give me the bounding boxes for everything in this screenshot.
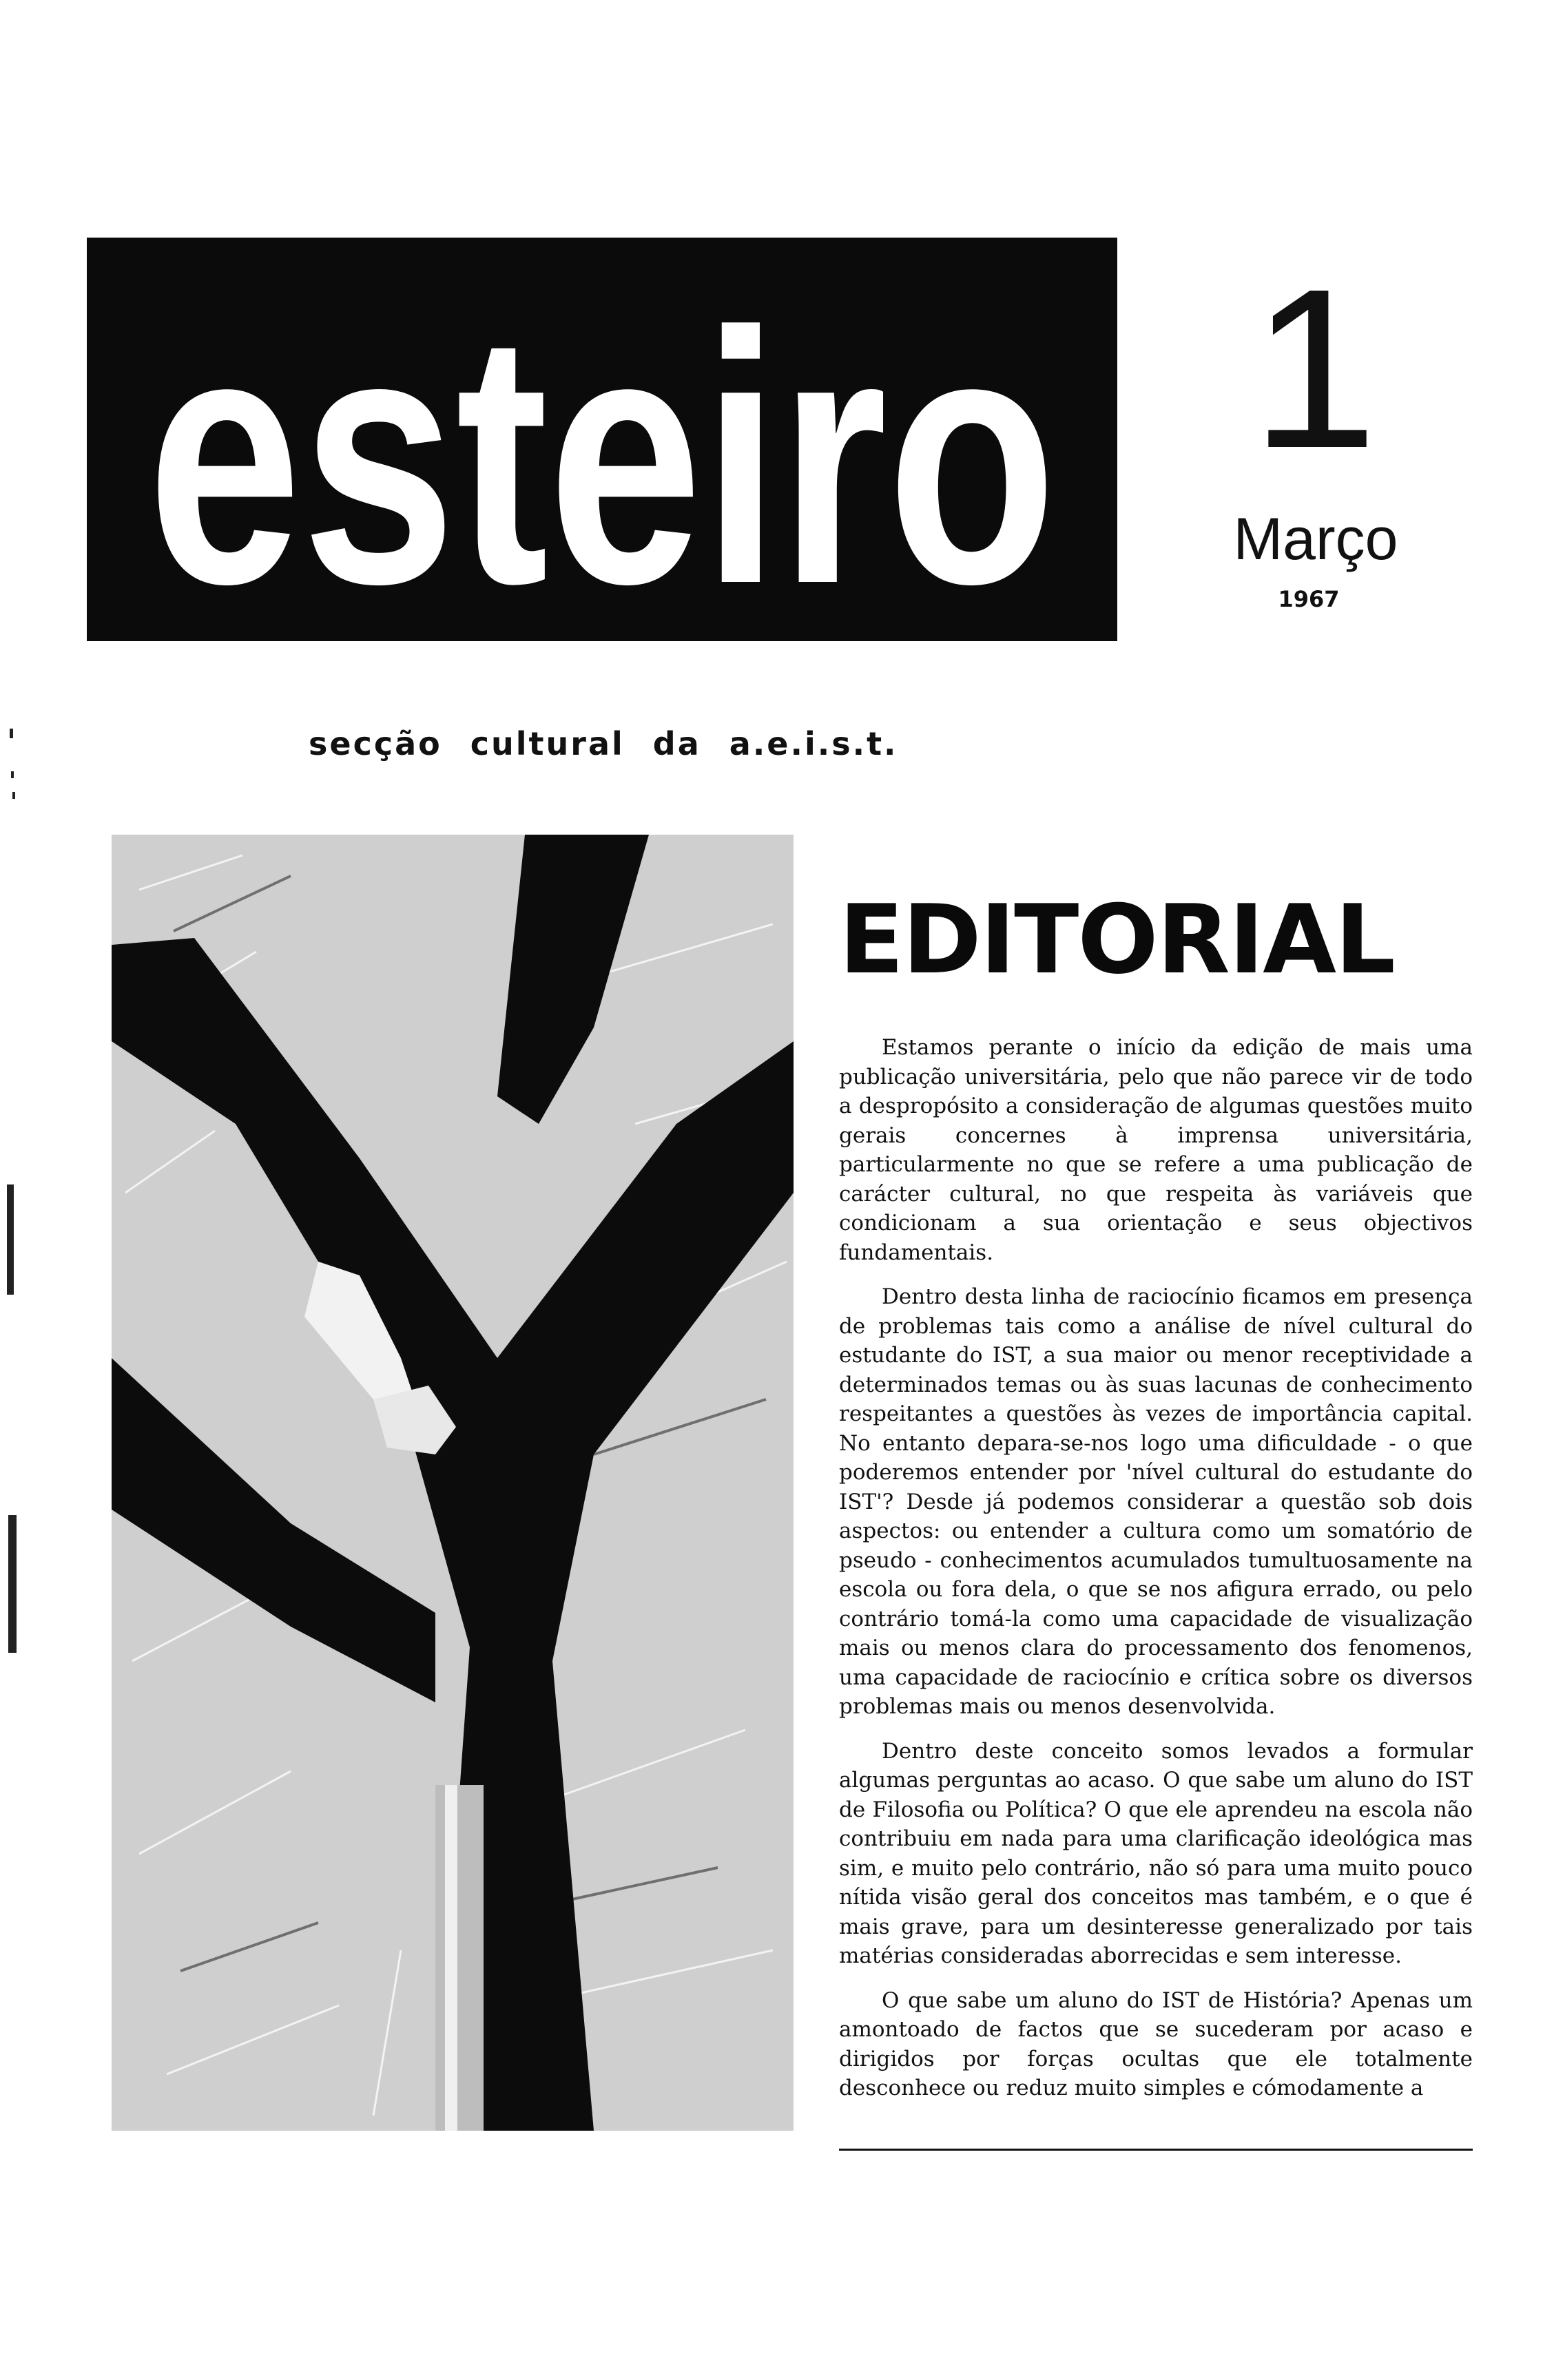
editorial-paragraph: Dentro desta linha de raciocínio ficamos em presença de problemas tais como a análise de nível cultural do estudante do IST, a sua maior ou menor receptividade a determinados temas ou às suas lacunas de conhecimento respeitantes a questões às vezes de importância capital. No entanto depara-se-nos logo uma dificuldade - o que poderemos entender por 'nível cultural do estudante do IST'? Desde já podemos considerar a questão sob dois aspectos: ou entender a cultura como um somatório de pseudo - conhecimentos acumulados tumultuosamente na escola ou fora dela, o que se nos afigura errado, ou pelo contrário tomá-la como uma capacidade de visualização mais ou menos clara do processamento dos fenomenos, uma capacidade de raciocínio e crítica sobre os diversos problemas mais ou menos desenvolvida. — [839, 1284, 1473, 1719]
editorial-title: EDITORIAL — [839, 884, 1394, 995]
scan-mark — [12, 792, 15, 799]
masthead-title: esteiro — [147, 258, 1057, 641]
masthead-logo — [87, 238, 1117, 641]
article-end-rule — [839, 2149, 1473, 2151]
issue-number: 1 — [1251, 241, 1378, 495]
section-label: secção cultural da a.e.i.s.t. — [309, 725, 898, 762]
scan-mark — [8, 1515, 17, 1653]
editorial-body — [839, 1033, 1473, 2118]
masthead-banner — [87, 238, 1117, 641]
issue-month: Março — [1233, 506, 1398, 572]
scan-mark — [7, 1184, 14, 1295]
scan-mark — [11, 771, 14, 778]
issue-year: 1967 — [1278, 586, 1340, 612]
scan-mark — [10, 729, 13, 738]
cover-photo — [112, 835, 794, 2131]
editorial-paragraph: Dentro deste conceito somos levados a formular algumas perguntas ao acaso. O que sabe um aluno do IST de Filosofia ou Política? O que ele aprendeu na escola não contribuiu em nada para uma clarificação ideológica mas sim, e muito pelo contrário, não só para uma muito pouco nítida visão geral dos conceitos mas também, e o que é mais grave, para um desinteresse generalizado por tais matérias consideradas aborrecidas e sem interesse. — [839, 1738, 1473, 1968]
editorial-paragraph: Estamos perante o início da edição de mais uma publicação universitária, pelo que não parece vir de todo a despropósito a consideração de algumas questões muito gerais concernes à imprensa universitária, particularmente no que se refere a uma publicação de carácter cultural, no que respeita às variáveis que condicionam a sua orientação e seus objectivos fundamentais. — [839, 1035, 1473, 1265]
editorial-paragraph: O que sabe um aluno do IST de História? Apenas um amontoado de factos que se sucederam por acaso e dirigidos por forças ocultas que ele totalmente desconhece ou reduz muito simples e cómodamente a — [839, 1987, 1473, 2100]
photograph-icon — [112, 835, 794, 2131]
